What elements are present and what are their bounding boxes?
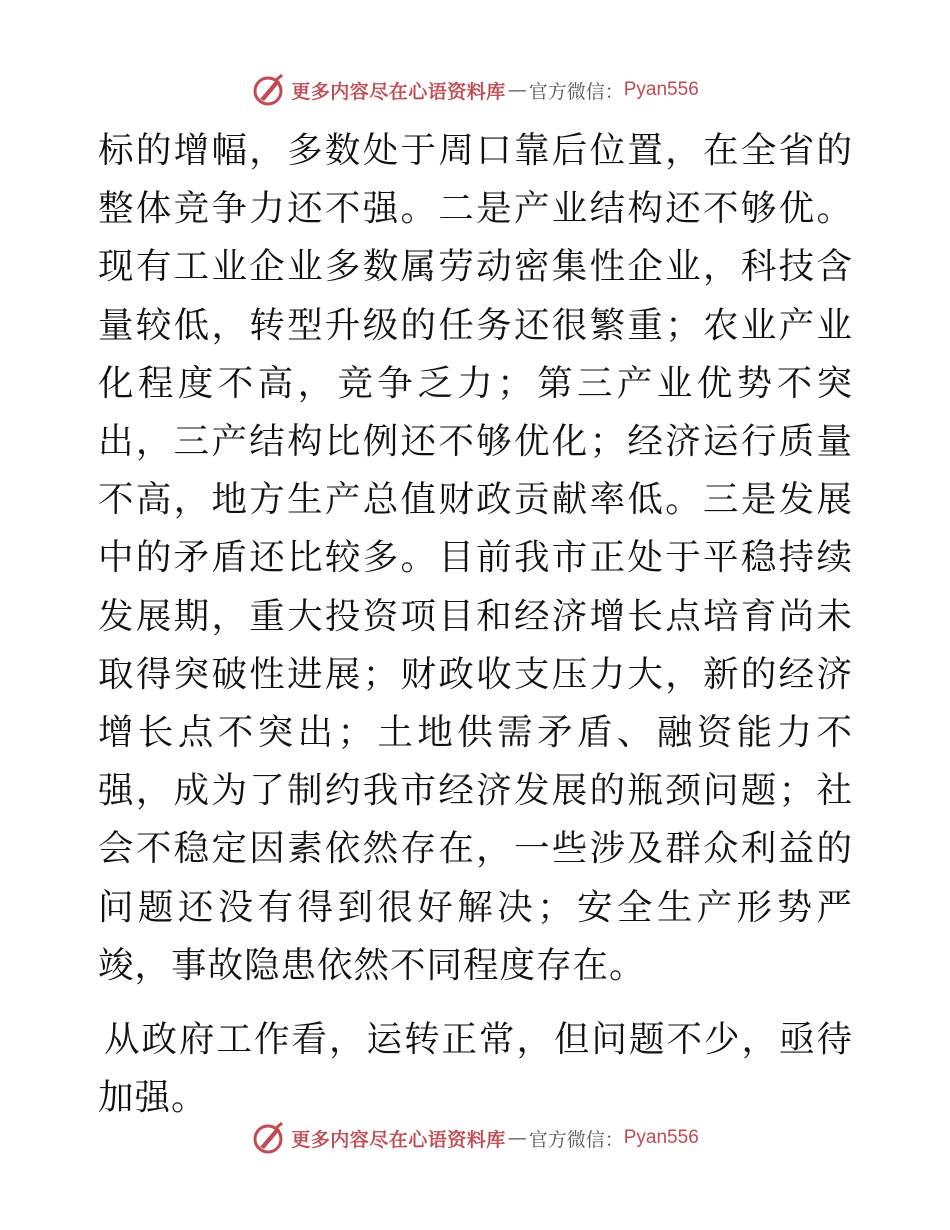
banner-dash: — — [507, 1127, 527, 1149]
paragraph-1: 标的增幅，多数处于周口靠后位置，在全省的整体竞争力还不强。二是产业结构还不够优。现有工业企业多数属劳动密集性企业，科技含量较低，转型升级的任务还很繁重；农业产业化程度不高，竞争乏力；第三产业优势不突出，三产结构比例还不够优化；经济运行质量不高，地方生产总值财政贡献率低。三是发展中的矛盾还比较多。目前我市正处于平稳持续发展期，重大投资项目和经济增长点培育尚未取得突破性进展；财政收支压力大，新的经济增长点不突出；土地供需矛盾、融资能力不强，成为了制约我市经济发展的瓶颈问题；社会不稳定因素依然存在，一些涉及群众利益的问题还没有得到很好解决；安全生产形势严竣，事故隐患依然不同程度存在。 — [98, 130, 853, 986]
banner-slogan: 更多内容尽在心语资料库 — [291, 80, 506, 103]
footer-watermark-banner — [0, 1118, 950, 1158]
quill-seal-logo-icon — [251, 73, 285, 107]
quill-seal-logo-icon — [251, 1121, 285, 1155]
banner-wechat-id: Pyan556 — [623, 1127, 699, 1148]
header-watermark-banner — [0, 70, 950, 110]
banner-slogan: 更多内容尽在心语资料库 — [291, 1128, 506, 1151]
banner-wechat-label: 官方微信： — [528, 80, 624, 103]
banner-wechat-id: Pyan556 — [623, 79, 699, 100]
banner-dash: — — [507, 79, 527, 101]
banner-wechat-label: 官方微信： — [528, 1128, 624, 1151]
paragraph-2: 从政府工作看，运转正常，但问题不少，亟待加强。 — [98, 1019, 853, 1119]
document-body — [98, 122, 853, 1127]
